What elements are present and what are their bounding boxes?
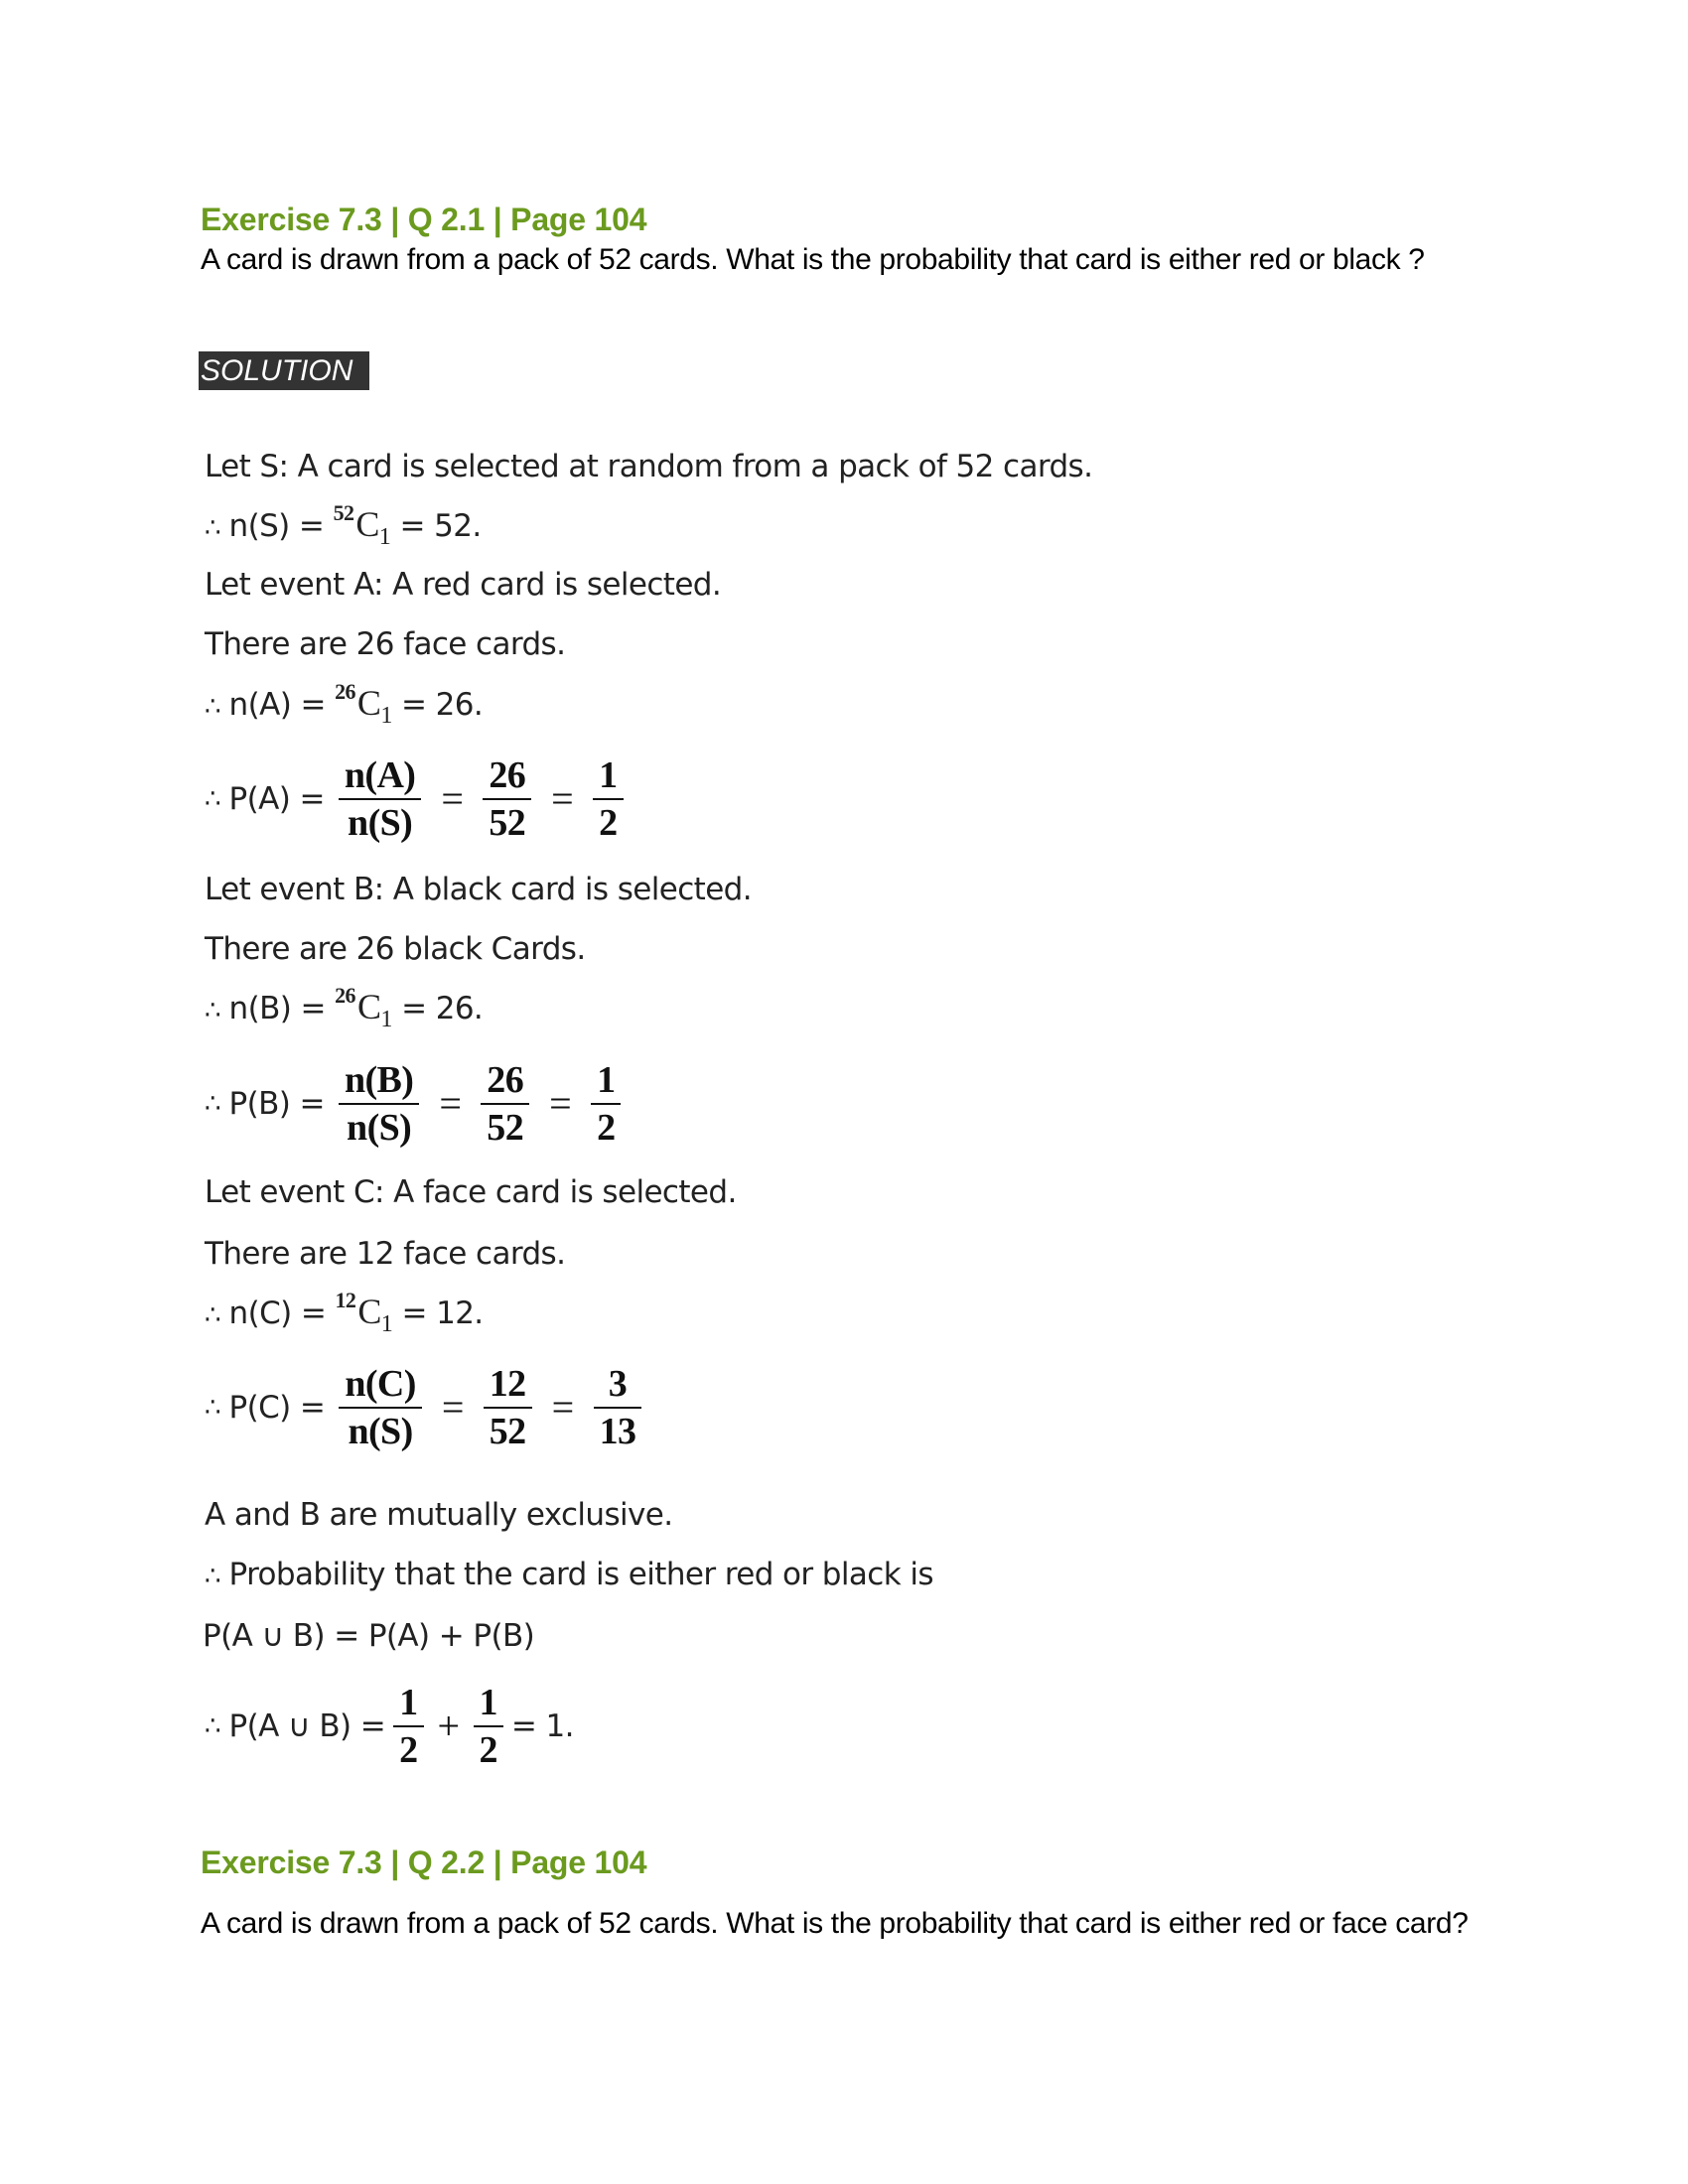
therefore-symbol: ∴ bbox=[205, 1393, 221, 1423]
question-2-text: A card is drawn from a pack of 52 cards. What is the probability that card is either red or face card? bbox=[201, 1907, 1469, 1940]
therefore-symbol: ∴ bbox=[205, 513, 221, 543]
denominator: 2 bbox=[399, 1729, 418, 1771]
combination-26c1 bbox=[335, 983, 392, 1032]
combination-26c1 bbox=[335, 679, 392, 729]
therefore-symbol: ∴ bbox=[205, 784, 221, 814]
fraction-na-over-ns bbox=[339, 752, 422, 846]
n-c-lhs: n(C) = bbox=[228, 1296, 327, 1331]
fraction-26-over-52 bbox=[483, 752, 531, 846]
therefore-symbol: ∴ bbox=[205, 996, 221, 1025]
equals-sign: = bbox=[439, 1081, 462, 1126]
fraction-3-over-13 bbox=[594, 1361, 642, 1454]
probability-statement-line bbox=[205, 1557, 933, 1594]
p-c-equation bbox=[205, 1361, 655, 1454]
comb-sub: 1 bbox=[380, 703, 392, 729]
combination-12c1 bbox=[335, 1288, 393, 1337]
numerator: n(A) bbox=[344, 754, 416, 796]
solution-sample-space-line: Let S: A card is selected at random from a pack of 52 cards. bbox=[205, 449, 1093, 484]
n-s-lhs: n(S) = bbox=[228, 508, 325, 544]
union-result-lhs: P(A ∪ B) = bbox=[228, 1708, 386, 1744]
numerator: n(C) bbox=[345, 1363, 416, 1405]
comb-c: C bbox=[356, 683, 381, 723]
numerator: 12 bbox=[489, 1363, 526, 1405]
denominator: 13 bbox=[599, 1411, 636, 1452]
numerator: 1 bbox=[599, 754, 618, 796]
fraction-1-over-2 bbox=[393, 1680, 423, 1773]
event-a-line: Let event A: A red card is selected. bbox=[205, 567, 722, 603]
denominator: 2 bbox=[599, 802, 618, 844]
denominator: n(S) bbox=[348, 802, 413, 844]
comb-c: C bbox=[356, 987, 381, 1026]
mutually-exclusive-line: A and B are mutually exclusive. bbox=[205, 1497, 673, 1533]
fraction-nb-over-ns bbox=[339, 1057, 419, 1151]
n-a-lhs: n(A) = bbox=[228, 687, 326, 723]
p-c-lhs: P(C) = bbox=[228, 1390, 326, 1426]
comb-sup: 52 bbox=[333, 500, 354, 525]
fraction-12-over-52 bbox=[484, 1361, 532, 1454]
comb-sub: 1 bbox=[380, 1007, 392, 1032]
fraction-nc-over-ns bbox=[339, 1361, 422, 1454]
p-a-lhs: P(A) = bbox=[228, 781, 325, 817]
equals-sign: = bbox=[441, 776, 464, 821]
question-1-heading: Exercise 7.3 | Q 2.1 | Page 104 bbox=[201, 202, 647, 237]
comb-sub: 1 bbox=[380, 1311, 393, 1337]
solution-badge[interactable]: SOLUTION bbox=[199, 351, 369, 390]
denominator: 2 bbox=[597, 1107, 616, 1149]
n-b-lhs: n(B) = bbox=[228, 991, 326, 1026]
n-c-equation bbox=[205, 1288, 484, 1337]
n-c-rhs: = 12. bbox=[401, 1296, 484, 1331]
comb-sup: 12 bbox=[335, 1288, 356, 1312]
equals-sign: = bbox=[549, 1081, 572, 1126]
event-b-line: Let event B: A black card is selected. bbox=[205, 872, 753, 907]
equals-sign: = bbox=[551, 1385, 574, 1430]
question-1-text: A card is drawn from a pack of 52 cards. What is the probability that card is either red or black ? bbox=[201, 243, 1425, 276]
equals-sign: = bbox=[551, 776, 574, 821]
question-2-heading: Exercise 7.3 | Q 2.2 | Page 104 bbox=[201, 1844, 647, 1880]
comb-sup: 26 bbox=[335, 679, 355, 704]
therefore-symbol: ∴ bbox=[205, 1711, 221, 1741]
p-b-lhs: P(B) = bbox=[228, 1086, 325, 1122]
denominator: n(S) bbox=[347, 1107, 412, 1149]
probability-statement-text: Probability that the card is either red or black is bbox=[228, 1557, 933, 1592]
numerator: 26 bbox=[489, 754, 526, 796]
denominator: 2 bbox=[479, 1729, 497, 1771]
denominator: n(S) bbox=[348, 1411, 413, 1452]
therefore-symbol: ∴ bbox=[205, 1300, 221, 1330]
plus-sign: + bbox=[437, 1704, 460, 1748]
comb-c: C bbox=[355, 504, 379, 544]
comb-sup: 26 bbox=[335, 983, 355, 1008]
union-formula-line: P(A ∪ B) = P(A) + P(B) bbox=[203, 1618, 535, 1654]
n-b-equation bbox=[205, 983, 484, 1032]
comb-sub: 1 bbox=[378, 524, 391, 550]
therefore-symbol: ∴ bbox=[205, 692, 221, 722]
denominator: 52 bbox=[489, 1411, 526, 1452]
numerator: 1 bbox=[479, 1682, 497, 1723]
numerator: 3 bbox=[608, 1363, 628, 1405]
event-c-line: Let event C: A face card is selected. bbox=[205, 1174, 737, 1210]
n-b-rhs: = 26. bbox=[401, 991, 484, 1026]
therefore-symbol: ∴ bbox=[205, 1562, 221, 1591]
fraction-1-over-2 bbox=[593, 752, 623, 846]
fraction-1-over-2 bbox=[474, 1680, 503, 1773]
union-result-rhs: = 1. bbox=[510, 1708, 574, 1744]
n-s-equation bbox=[205, 500, 482, 550]
equals-sign: = bbox=[441, 1385, 464, 1430]
union-result-equation bbox=[205, 1680, 574, 1773]
fraction-26-over-52 bbox=[481, 1057, 529, 1151]
n-a-equation bbox=[205, 679, 484, 729]
n-s-rhs: = 52. bbox=[399, 508, 482, 544]
numerator: n(B) bbox=[344, 1059, 414, 1101]
denominator: 52 bbox=[489, 802, 526, 844]
p-a-equation bbox=[205, 752, 637, 846]
therefore-symbol: ∴ bbox=[205, 1089, 221, 1119]
numerator: 26 bbox=[487, 1059, 524, 1101]
combination-52c1 bbox=[333, 500, 391, 550]
count-a-line: There are 26 face cards. bbox=[205, 626, 566, 662]
p-b-equation bbox=[205, 1057, 634, 1151]
comb-c: C bbox=[357, 1292, 381, 1331]
numerator: 1 bbox=[597, 1059, 616, 1101]
count-c-line: There are 12 face cards. bbox=[205, 1236, 566, 1272]
count-b-line: There are 26 black Cards. bbox=[205, 931, 586, 967]
denominator: 52 bbox=[487, 1107, 524, 1149]
n-a-rhs: = 26. bbox=[401, 687, 484, 723]
fraction-1-over-2 bbox=[591, 1057, 621, 1151]
numerator: 1 bbox=[399, 1682, 418, 1723]
